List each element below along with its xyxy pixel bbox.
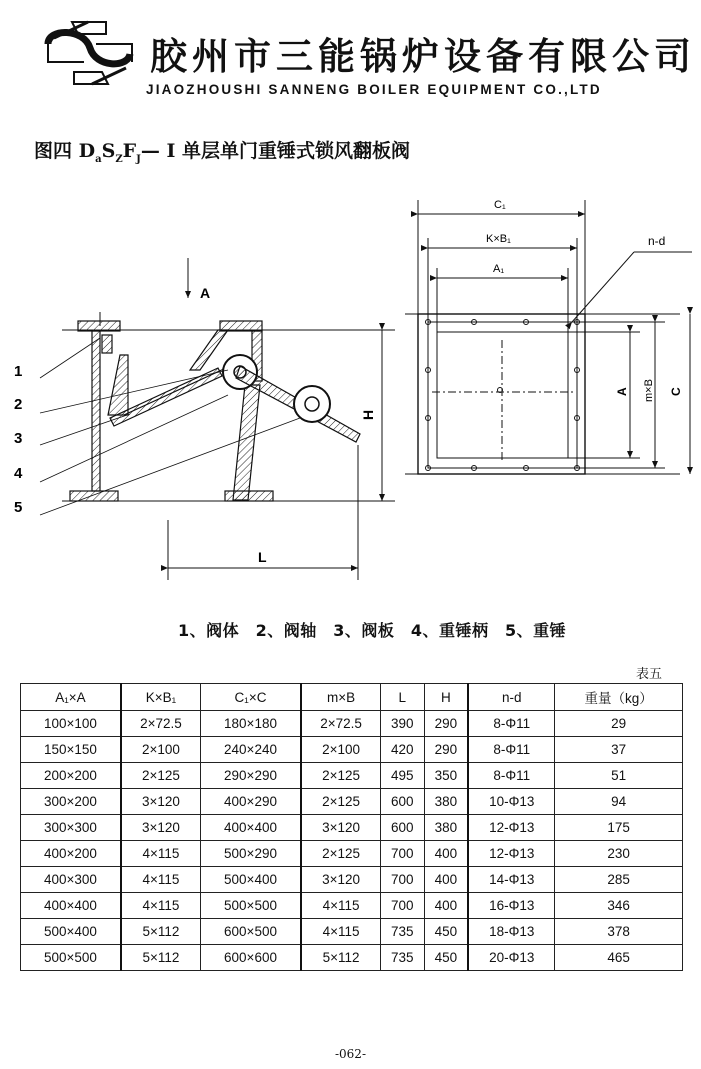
label-nd: n-d: [648, 234, 666, 248]
table-cell: 2×125: [301, 841, 381, 867]
table-row: [21, 867, 683, 893]
table-cell: 2×100: [301, 737, 381, 763]
table-cell: 230: [555, 841, 683, 867]
header-mxb: m×B: [301, 684, 381, 711]
label-h: H: [360, 409, 376, 420]
table-cell: 2×125: [301, 763, 381, 789]
table-cell: 400×400: [201, 815, 301, 841]
table-number: 表五: [636, 667, 663, 682]
table-cell: 700: [381, 841, 424, 867]
table-cell: 5×112: [121, 945, 201, 971]
table-cell: 390: [381, 711, 424, 737]
table-cell: 400×290: [201, 789, 301, 815]
table-cell: 346: [555, 893, 683, 919]
table-cell: 20-Φ13: [468, 945, 554, 971]
table-cell: 5×112: [121, 919, 201, 945]
table-cell: 300×200: [21, 789, 121, 815]
table-cell: 4×115: [301, 919, 381, 945]
table-cell: 380: [424, 815, 468, 841]
table-cell: 400×200: [21, 841, 121, 867]
valve-drawing: [0, 190, 701, 590]
spec-table: [20, 683, 683, 971]
table-cell: 12-Φ13: [468, 841, 554, 867]
table-cell: 8-Φ11: [468, 737, 554, 763]
part-label-4: 4: [14, 465, 23, 482]
side-view: [40, 258, 395, 580]
label-mb: m×B: [643, 379, 655, 402]
table-cell: 380: [424, 789, 468, 815]
header-l: L: [381, 684, 424, 711]
label-a1: A₁: [493, 263, 505, 275]
table-row: [21, 711, 683, 737]
table-cell: 290×290: [201, 763, 301, 789]
table-cell: 240×240: [201, 737, 301, 763]
table-row: [21, 737, 683, 763]
label-c: C: [669, 387, 683, 396]
table-cell: 600: [381, 789, 424, 815]
header-a1xa: A₁×A: [21, 684, 121, 711]
table-cell: 290: [424, 711, 468, 737]
label-kb1: K×B₁: [486, 233, 511, 245]
label-c1: C₁: [494, 199, 506, 211]
table-cell: 700: [381, 867, 424, 893]
table-row: [21, 763, 683, 789]
table-cell: 100×100: [21, 711, 121, 737]
table-cell: 2×125: [121, 763, 201, 789]
table-cell: 290: [424, 737, 468, 763]
table-header-row: [21, 684, 683, 711]
table-cell: 8-Φ11: [468, 711, 554, 737]
table-cell: 600×600: [201, 945, 301, 971]
table-cell: 700: [381, 893, 424, 919]
parts-legend: 1、阀体 2、阀轴 3、阀板 4、重锤柄 5、重锤: [178, 621, 567, 640]
header-c1xc: C₁×C: [201, 684, 301, 711]
table-cell: 735: [381, 919, 424, 945]
label-a-arrow: A: [200, 285, 211, 301]
table-cell: 600: [381, 815, 424, 841]
table-cell: 495: [381, 763, 424, 789]
table-cell: 175: [555, 815, 683, 841]
table-cell: 5×112: [301, 945, 381, 971]
table-cell: 16-Φ13: [468, 893, 554, 919]
table-cell: 500×500: [21, 945, 121, 971]
table-cell: 500×290: [201, 841, 301, 867]
table-cell: 10-Φ13: [468, 789, 554, 815]
header-weight: 重量（kg）: [555, 684, 683, 711]
table-cell: 4×115: [121, 841, 201, 867]
part-label-3: 3: [14, 430, 23, 447]
table-cell: 8-Φ11: [468, 763, 554, 789]
table-row: [21, 945, 683, 971]
table-row: [21, 893, 683, 919]
header-h: H: [424, 684, 468, 711]
label-l: L: [258, 549, 267, 565]
table-row: [21, 919, 683, 945]
part-label-1: 1: [14, 363, 23, 380]
table-cell: 400: [424, 867, 468, 893]
table-cell: 2×72.5: [301, 711, 381, 737]
table-cell: 3×120: [121, 815, 201, 841]
table-cell: 400×400: [21, 893, 121, 919]
figure-title: 图四 $D_aS_ZF_J—$ I 单层单门重锤式锁风翻板阀: [34, 140, 410, 165]
part-label-5: 5: [14, 499, 23, 516]
table-cell: 378: [555, 919, 683, 945]
page-number: -062-: [334, 1047, 366, 1061]
company-name-cn: 胶州市三能锅炉设备有限公司: [150, 35, 696, 78]
table-cell: 420: [381, 737, 424, 763]
table-cell: 51: [555, 763, 683, 789]
table-cell: 500×400: [201, 867, 301, 893]
table-cell: 3×120: [301, 815, 381, 841]
table-cell: 400×300: [21, 867, 121, 893]
company-logo: [44, 18, 136, 88]
table-cell: 2×100: [121, 737, 201, 763]
table-cell: 4×115: [301, 893, 381, 919]
table-cell: 2×125: [301, 789, 381, 815]
table-cell: 2×72.5: [121, 711, 201, 737]
header-nd: n-d: [468, 684, 554, 711]
table-cell: 450: [424, 945, 468, 971]
table-row: [21, 841, 683, 867]
table-cell: 400: [424, 893, 468, 919]
table-cell: 500×500: [201, 893, 301, 919]
table-cell: 37: [555, 737, 683, 763]
table-cell: 600×500: [201, 919, 301, 945]
table-cell: 285: [555, 867, 683, 893]
table-cell: 29: [555, 711, 683, 737]
table-cell: 735: [381, 945, 424, 971]
table-cell: 350: [424, 763, 468, 789]
company-name-en: JIAOZHOUSHI SANNENG BOILER EQUIPMENT CO.,LTD: [146, 82, 602, 97]
table-cell: 12-Φ13: [468, 815, 554, 841]
table-cell: 150×150: [21, 737, 121, 763]
table-cell: 200×200: [21, 763, 121, 789]
table-cell: 3×120: [301, 867, 381, 893]
table-cell: 3×120: [121, 789, 201, 815]
table-cell: 4×115: [121, 867, 201, 893]
table-row: [21, 815, 683, 841]
table-cell: 4×115: [121, 893, 201, 919]
table-row: [21, 789, 683, 815]
table-cell: 14-Φ13: [468, 867, 554, 893]
table-cell: 94: [555, 789, 683, 815]
table-cell: 300×300: [21, 815, 121, 841]
table-cell: 500×400: [21, 919, 121, 945]
table-cell: 18-Φ13: [468, 919, 554, 945]
table-cell: 180×180: [201, 711, 301, 737]
label-a-side: A: [615, 387, 629, 396]
table-cell: 465: [555, 945, 683, 971]
header-kxb1: K×B₁: [121, 684, 201, 711]
table-cell: 450: [424, 919, 468, 945]
part-label-2: 2: [14, 396, 23, 413]
table-cell: 400: [424, 841, 468, 867]
